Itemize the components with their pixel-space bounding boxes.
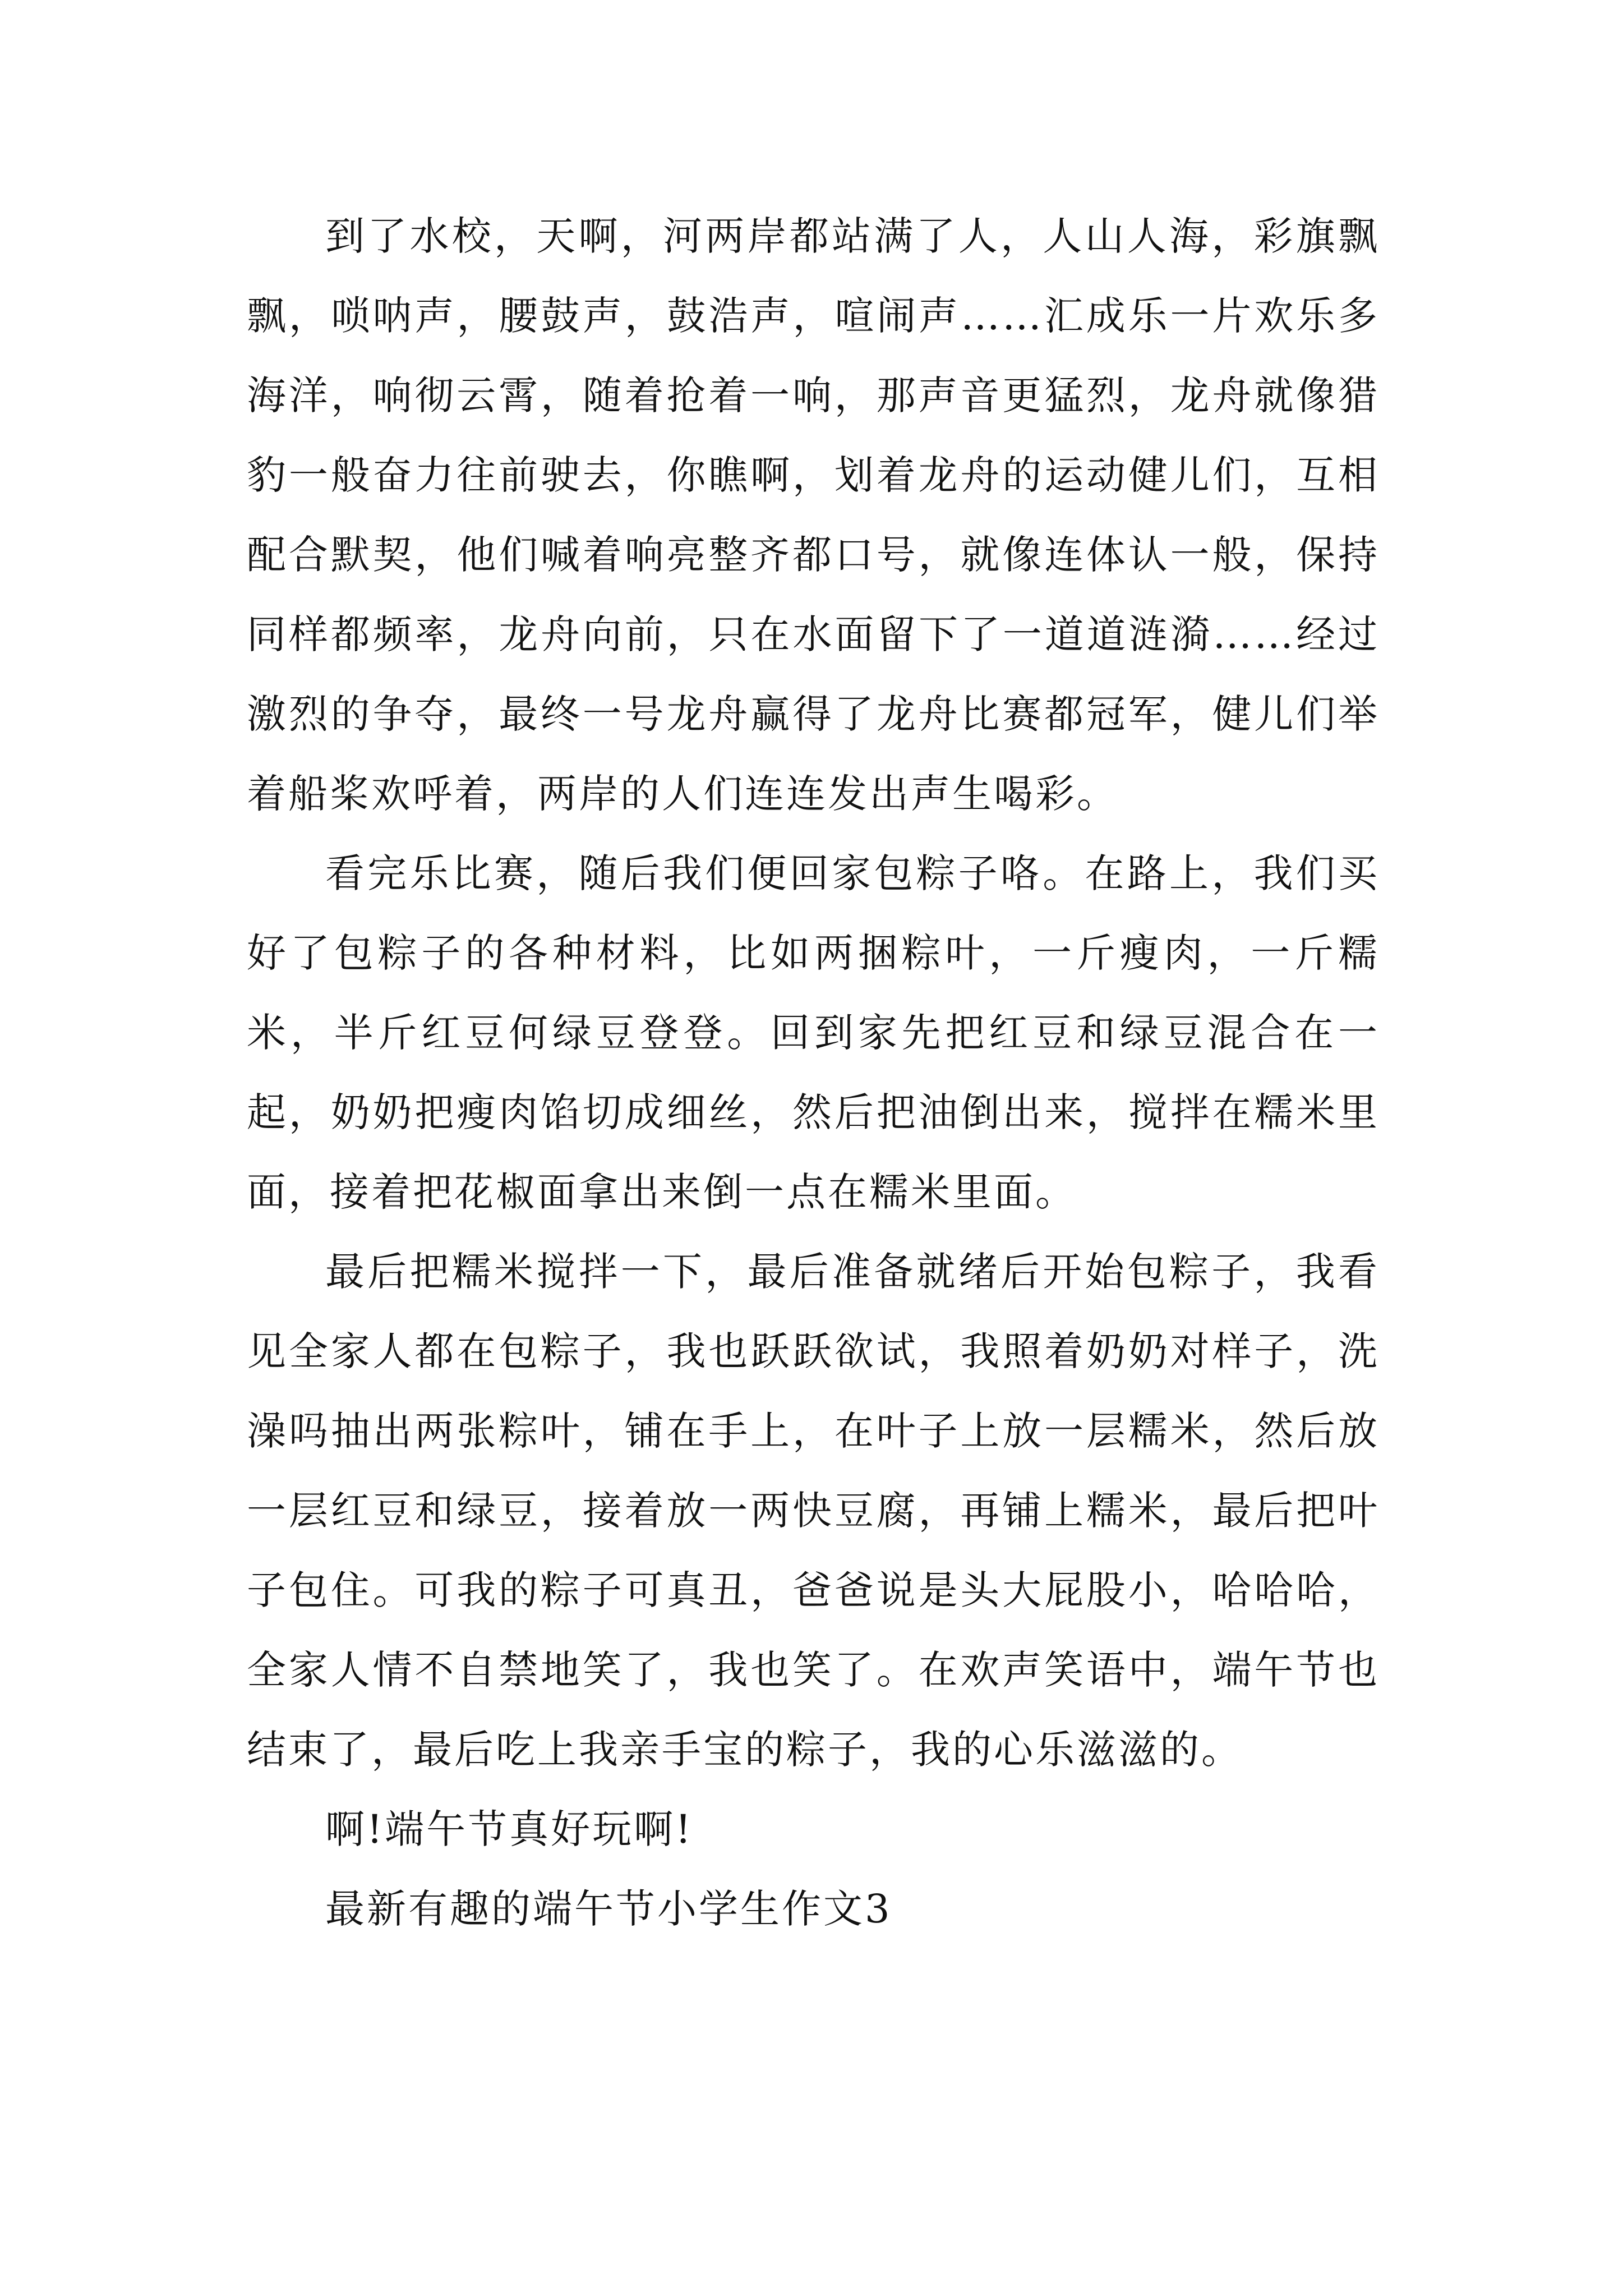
paragraph-buying-ingredients: 看完乐比赛，随后我们便回家包粽子咯。在路上，我们买好了包粽子的各种材料，比如两捆粽叶，一斤瘦肉，一斤糯米，半斤红豆何绿豆登登。回到家先把红豆和绿豆混合在一起，奶奶把瘦肉馅切成细丝，然后把油倒出来，搅拌在糯米里面，接着把花椒面拿出来倒一点在糯米里面。 <box>247 850 1380 1215</box>
body-text <box>247 196 1380 1949</box>
paragraph-closing-exclamation: 啊!端午节真好玩啊! <box>325 1806 694 1852</box>
paragraph-wrapping-zongzi: 最后把糯米搅拌一下，最后准备就绪后开始包粽子，我看见全家人都在包粽子，我也跃跃欲试，我照着奶奶对样子，洗澡吗抽出两张粽叶，铺在手上，在叶子上放一层糯米，然后放一层红豆和绿豆，接着放一两快豆腐，再铺上糯米，最后把叶子包住。可我的粽子可真丑，爸爸说是头大屁股小，哈哈哈，全家人情不自禁地笑了，我也笑了。在欢声笑语中，端午节也结束了，最后吃上我亲手宝的粽子，我的心乐滋滋的。 <box>247 1249 1380 1773</box>
paragraph-dragon-boat-race: 到了水校，天啊，河两岸都站满了人，人山人海，彩旗飘飘，唢呐声，腰鼓声，鼓浩声，喧闹声……汇成乐一片欢乐多海洋，响彻云霄，随着抢着一响，那声音更猛烈，龙舟就像猎豹一般奋力往前驶去，你瞧啊，划着龙舟的运动健儿们，互相配合默契，他们喊着响亮整齐都口号，就像连体认一般，保持同样都频率，龙舟向前，只在水面留下了一道道涟漪……经过激烈的争夺，最终一号龙舟赢得了龙舟比赛都冠军，健儿们举着船桨欢呼着，两岸的人们连连发出声生喝彩。 <box>247 213 1380 817</box>
next-essay-title: 最新有趣的端午节小学生作文3 <box>325 1886 892 1932</box>
